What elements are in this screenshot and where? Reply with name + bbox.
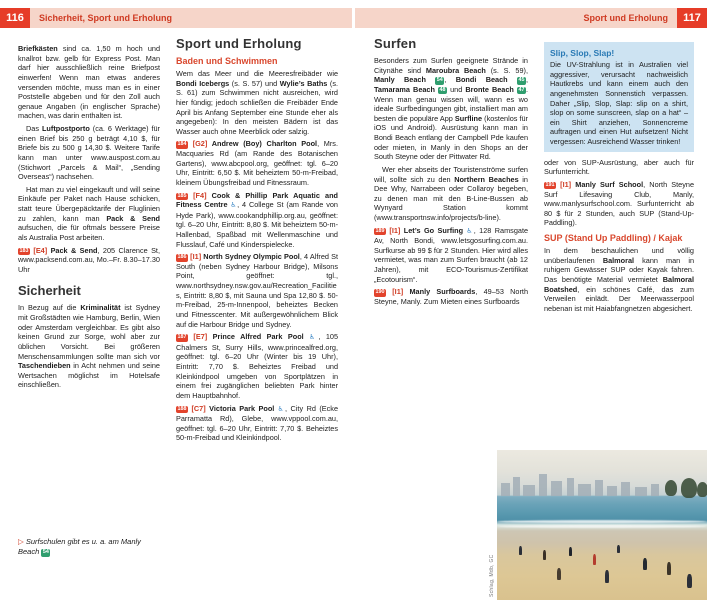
beach-number-marker: 54	[42, 549, 49, 556]
page-number-left: 116	[0, 8, 30, 28]
person-silhouette	[593, 554, 596, 565]
listing-187-prince-alfred-pool: 187 [E7] Prince Alfred Park Pool ♿, 105 Chalmers St, Surry Hills, www.princealfred.org, geöffnet: tgl. 6–20 Uhr (Winter bis 19 Uhr), Eintritt: 7,70 $. Beheiztes Freibad und Kleinkindpool umgeben von Sportplätzen in einem frei zugänglichen beliebten Park hinter dem Hauptbahnhof.	[176, 332, 338, 400]
beach-number-marker: 54	[436, 77, 443, 84]
pine-tree	[681, 478, 697, 498]
accessibility-icon: ♿	[466, 227, 474, 235]
pine-tree	[665, 480, 677, 496]
person-silhouette	[605, 570, 609, 583]
skyline-building	[523, 485, 535, 496]
skyline-building	[513, 477, 520, 496]
skyline-building	[621, 482, 630, 496]
column-sup-kajak	[544, 42, 694, 446]
skyline-building	[501, 483, 510, 496]
paragraph-crime: In Bezug auf die Kriminalität ist Sydney mit Großstädten wie Hamburg, Berlin, Wien oder Amsterdam vergleichbar. Es gibt also keinen Grund zur Sorge, wohl aber zur üblichen Vorsicht. Bei größeren Menschensammlungen sollte man sich vor Taschendieben in Acht nehmen und seine Wertsachen möglichst im Hotelsafe einschließen.	[18, 303, 160, 390]
listing-185-cook-phillip: 185 [F4] Cook & Phillip Park Aquatic and Fitness Centre ♿, 4 College St (am Rande von Hyde Park), www.cookandphillip.org.au, geöffnet: tgl. 6–20 Uhr, Eintritt: 8,80 $. Mit beheiztem 50-m-Hallenbad, Spaßbad mit Wellenmaschine und Flusslauf, Café und Kinderspielecke.	[176, 190, 338, 249]
section-heading-sicherheit: Sicherheit	[18, 283, 81, 299]
info-box-slip-slop-slap	[544, 42, 694, 152]
skyline-building	[635, 487, 647, 496]
page-number-right: 117	[677, 8, 707, 28]
column-post-security	[18, 44, 160, 524]
header-title-left: Sicherheit, Sport und Erholung	[30, 8, 352, 28]
person-silhouette	[543, 550, 546, 560]
beach-number-marker: 48	[439, 86, 446, 93]
paragraph-airmail-rates: Das Luftpostporto (ca. 6 Werktage) für einen Brief bis 250 g beträgt 4,10 $, für Briefe bis zu 500 g 14,30 $. Weitere Tarife kann man unter www.auspost.com.au (Stichwort „Parcels & Mail“, „Sending Overseas“) nachsehen.	[18, 124, 160, 182]
poi-number-marker: 186	[177, 254, 187, 261]
accessibility-icon: ♿	[309, 334, 319, 342]
person-silhouette	[687, 574, 692, 588]
skyline-building	[578, 484, 591, 496]
poi-number-marker: 190	[375, 289, 385, 296]
poi-number-marker: 189	[375, 227, 385, 234]
section-heading-surfen: Surfen	[374, 36, 417, 51]
skyline-building	[595, 480, 603, 496]
info-box-title: Slip, Slop, Slap!	[550, 48, 615, 58]
person-silhouette	[667, 562, 671, 575]
poi-number-marker: 191	[545, 181, 555, 188]
tip-note-surf-schools: ▷ Surfschulen gibt es u. a. am Manly Beach 54	[18, 537, 141, 557]
poi-number-marker: 183	[19, 247, 29, 254]
person-silhouette	[617, 545, 620, 553]
pine-tree	[697, 482, 707, 497]
skyline-building	[607, 486, 617, 496]
info-box-body: Die UV-Strahlung ist in Australien viel aggressiver, verursacht nachweislich Hautkrebs und kann einem auch den angenehmsten Sonnenstich verpassen. Daher „Slip, Slop, Slap: slip on a shirt, slop on some sunscreen, slap on a hat“ – ein Shirt anziehen, Sonnencreme auftragen und einen Hut aufsetzen! Nicht vergessen: Ausreichend Wasser trinken!	[550, 60, 688, 146]
header-left	[0, 8, 352, 28]
paragraph-pack-and-send: Hat man zu viel eingekauft und will seine Einkäufe per Paket nach Hause schicken, statt teure Übergepäcktarife der Fluglinien zu zahlen, kann man Pack & Send aufsuchen, die für oftmals bessere Preise als Australia Post arbeiten.	[18, 184, 160, 242]
subheading-baden-und-schwimmen: Baden und Schwimmen	[176, 56, 278, 66]
beach-photo	[497, 450, 707, 600]
skyline-building	[651, 484, 659, 496]
beach-number-marker: 47	[518, 86, 525, 93]
person-silhouette	[519, 546, 522, 555]
accessibility-icon: ♿	[230, 202, 238, 210]
subheading-sup-kajak: SUP (Stand Up Paddling) / Kajak	[544, 233, 683, 243]
paragraph-balmoral: In dem beschaulichen und völlig unüberlaufenen Balmoral kann man in ruhigem Gewässer SUP oder Kayak fahren. Das benötigte Material vermietet Balmoral Boatshed, ein schönes Café, das zum Verweilen einlädt. Der Meerwasserpool nebenan ist mit Haiabfangnetzen abgesichert.	[544, 246, 694, 313]
paragraph-mailboxes: Briefkästen sind ca. 1,50 m hoch und knallrot bzw. gelb für Express Post. Man darf hier ausschließlich reine Briefpost einwerfen! Wenn man etwas anderes versenden möchte, muss man es in einer Poststelle abgeben und für den Zoll auch genaue Angaben (in englischer Sprache) machen, was darin enthalten ist.	[18, 44, 160, 121]
listing-188-victoria-park-pool: 188 [C7] Victoria Park Pool ♿, City Rd (Ecke Parramatta Rd), Glebe, www.vppool.com.au, geöffnet: tgl. 6–20 Uhr, Eintritt: 7,70 $. Beheiztes 50-m-Freibad und Kleinkindpool.	[176, 403, 338, 443]
paragraph-swimming-intro: Wem das Meer und die Meeresfreibäder wie Bondi Icebergs (s. S. 57) und Wylie’s Baths (s. S. 61) zum Schwimmen nicht ausreichen, wird hier fündig; jedoch schließen die Freibäder Ende April bis Anfang September eine Stunde eher als angegeben): In den meisten Bädern ist das Wasser auch ohne Meerblick oder salzig.	[176, 69, 338, 136]
person-silhouette	[569, 547, 572, 556]
poi-number-marker: 185	[177, 192, 187, 199]
person-silhouette	[557, 568, 561, 580]
skyline-building	[551, 481, 562, 496]
photo-credit: Schlag, Mdb, GC	[489, 554, 495, 597]
header-title-right: Sport und Erholung	[355, 8, 677, 28]
surf-foam	[497, 520, 707, 523]
listing-183-pack-and-send: 183 [E4] Pack & Send, 205 Clarence St, www.packsend.com.au, Mo.–Fr. 8.30–17.30 Uhr	[18, 245, 160, 274]
listing-184-charlton-pool: 184 [G2] Andrew (Boy) Charlton Pool, Mrs. Macquaries Rd (am Rande des Botanischen Gartens), www.abcpool.org, geöffnet: tgl. 6–20 Uhr, Eintritt: 6,50 $. Mit beheiztem 50-m-Freibad, kleinem Übungsfreibad und Fitnessraum.	[176, 139, 338, 187]
skyline-building	[539, 474, 547, 496]
listing-191-manly-surf-school: 191 [I1] Manly Surf School, North Steyne Surf Lifesaving Club, Manly, www.manlysurfschool.com. Surfunterricht ab 80 $ für 2 Stunden, auch SUP (Stand-Up-Paddling).	[544, 179, 694, 228]
column-surfen	[374, 36, 528, 448]
listing-190-manly-surfboards: 190 [I1] Manly Surfboards, 49–53 North Steyne, Manly. Zum Mieten eines Surfboards	[374, 287, 528, 306]
poi-number-marker: 188	[177, 405, 187, 412]
tip-icon: ▷	[18, 537, 26, 546]
beach-number-marker: 45	[518, 77, 525, 84]
listing-186-north-sydney-pool: 186 [I1] North Sydney Olympic Pool, 4 Alfred St South (neben Sydney Harbour Bridge), Milsons Point, geöffnet: tgl., www.northsydney.nsw.gov.au/Recreation_Facilities, Eintritt: 8,80 $, mit Sauna und Spa 12,80 $. 50-m-Freibad, 25-m-Innenpool, beheiztes Becken und Fitnesscenter. Mit außergewöhnlichem Blick auf die Harbour Bridge und Sydney.	[176, 252, 338, 329]
poi-number-marker: 187	[177, 334, 187, 341]
poi-number-marker: 184	[177, 141, 187, 148]
paragraph-surf-beaches: Besonders zum Surfen geeignete Strände in Citynähe sind Maroubra Beach (s. S. 59), Manly Beach 54 , Bondi Beach 45 , Tamarama Beach 48 und Bronte Beach 47 . Wenn man genau wissen will, wann es wo ideale Surfbedingungen gibt, installiert man am besten die populäre App Surfline (kostenlos für iOS und Android). Ausrüstung kann man in Bondi Beach entlang der Campbell Pde kaufen oder mieten, in Manly in den Shops an der South Steyne oder der Pittwater Rd.	[374, 56, 528, 162]
paragraph-190-continuation: oder von SUP-Ausrüstung, aber auch für Surfunterricht.	[544, 157, 694, 177]
skyline-building	[567, 478, 574, 496]
person-silhouette	[643, 558, 647, 570]
column-sport-erholung	[176, 36, 338, 596]
listing-189-lets-go-surfing: 189 [I1] Let’s Go Surfing ♿, 128 Ramsgate Av, North Bondi, www.letsgosurfing.com.au. Surfkurse ab 99 $ für 2 Stunden. Hier wird alles vermietet, was man zum Surfen braucht (ab 12 Jahren), mit ECO-Tourismus-Zertifikat „Ecotourism“.	[374, 225, 528, 284]
surf-foam	[497, 525, 707, 528]
paragraph-northern-beaches: Wer eher abseits der Touristenströme surfen will, sollte sich zu den Northern Beaches in Dee Why, Narrabeen oder Collaroy begeben, zu denen man mit den B-Line-Bussen ab Wynyard Station kommt (www.transportnsw.info/projects/b-line).	[374, 164, 528, 222]
accessibility-icon: ♿	[277, 405, 286, 413]
header-right	[355, 8, 707, 28]
chapter-heading-sport-und-erholung: Sport und Erholung	[176, 36, 302, 51]
